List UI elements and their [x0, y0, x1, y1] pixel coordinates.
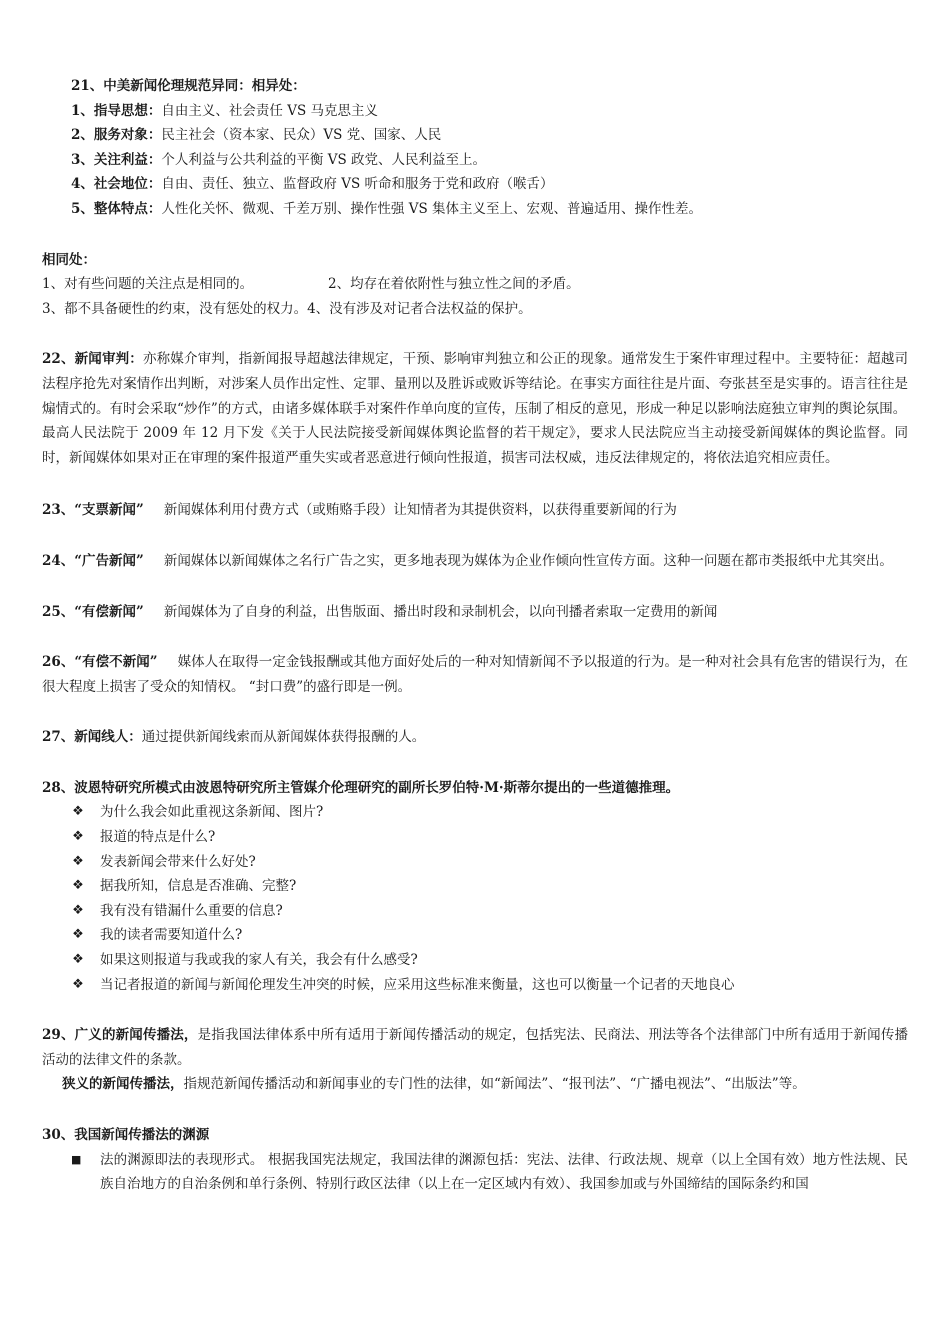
s21-item-label: 关注利益： [93, 151, 162, 168]
diamond-bullet-icon: ❖ [72, 927, 84, 943]
list-item [42, 800, 908, 825]
section-30-heading: 30、我国新闻传播法的渊源 [42, 1127, 210, 1143]
diamond-bullet-icon: ❖ [72, 829, 84, 845]
s22-label: 22、新闻审判： [42, 351, 143, 368]
s21-item-label: 社会地位： [93, 176, 162, 193]
s27-text: 通过提供新闻线索而从新闻媒体获得报酬的人。 [141, 729, 426, 746]
s21-item-2 [42, 123, 908, 148]
list-item-text: 据我所知，信息是否准确、完整? [100, 878, 297, 895]
list-item-text: 为什么我会如此重视这条新闻、图片? [100, 804, 324, 821]
section-26 [42, 650, 908, 699]
section-27 [42, 725, 908, 750]
s21-item-5 [42, 197, 908, 222]
s29-narrow [42, 1072, 908, 1097]
s21-item-text: 自由主义、社会责任 VS 马克思主义 [161, 102, 378, 119]
list-item [42, 948, 908, 973]
s21-item-label: 指导思想： [93, 102, 162, 119]
diamond-bullet-icon: ❖ [72, 952, 84, 968]
section-25 [42, 600, 908, 625]
list-item-text: 如果这则报道与我或我的家人有关，我会有什么感受? [100, 952, 418, 969]
s29-label: 29、广义的新闻传播法， [42, 1027, 198, 1044]
s26-text: 媒体人在取得一定金钱报酬或其他方面好处后的一种对知情新闻不予以报道的行为。是一种对社会具有危害的错误行为，在很大程度上损害了受众的知情权。 “封口费”的盛行即是一例。 [42, 654, 909, 695]
diamond-bullet-icon: ❖ [72, 878, 84, 894]
list-item-text: 当记者报道的新闻与新闻伦理发生冲突的时候，应采用这些标准来衡量，这也可以衡量一个记者的天地良心 [100, 976, 735, 993]
section-29 [42, 1023, 908, 1072]
list-item-text: 我有没有错漏什么重要的信息? [100, 902, 283, 919]
s21-same-row-1 [42, 272, 908, 297]
s27-label: 27、新闻线人： [42, 729, 142, 746]
s29-text: 是指我国法律体系中所有适用于新闻传播活动的规定，包括宪法、民商法、刑法等各个法律部门中所有适用于新闻传播活动的法律文件的条款。 [42, 1027, 909, 1068]
s30-text: 法的渊源即法的表现形式。 根据我国宪法规定，我国法律的渊源包括：宪法、法律、行政法规、规章（以上全国有效）地方性法规、民族自治地方的自治条例和单行条例、特别行政区法律（以上在一定区域内有效）、我国参加或与外国缔结的国际条约和国 [100, 1151, 908, 1193]
s21-same-1: 1、对有些问题的关注点是相同的。 [42, 276, 254, 293]
list-item [42, 899, 908, 924]
s25-text: 新闻媒体为了自身的利益，出售版面、播出时段和录制机会，以向刊播者索取一定费用的新闻 [163, 603, 718, 620]
s21-item-4 [42, 172, 908, 197]
list-item-text: 我的读者需要知道什么? [100, 927, 243, 944]
square-bullet-icon: ■ [71, 1152, 82, 1166]
list-item-text: 报道的特点是什么? [100, 829, 216, 846]
list-item [42, 874, 908, 899]
list-item [42, 850, 908, 875]
section-24 [42, 549, 908, 574]
s23-text: 新闻媒体利用付费方式（或贿赂手段）让知情者为其提供资料，以获得重要新闻的行为 [163, 502, 677, 519]
diamond-bullet-icon: ❖ [72, 976, 84, 992]
s21-item-label: 整体特点： [93, 200, 162, 217]
s21-item-num: 2、 [71, 127, 94, 144]
s21-same-2: 2、均存在着依附性与独立性之间的矛盾。 [328, 276, 580, 293]
s30-bullet-para [42, 1148, 908, 1197]
document-page [42, 74, 908, 1197]
s21-item-text: 个人利益与公共利益的平衡 VS 政党、人民利益至上。 [161, 151, 486, 168]
s21-item-3 [42, 148, 908, 173]
s23-label: 23、“支票新闻” [42, 502, 144, 519]
s21-item-num: 4、 [71, 176, 94, 193]
s21-item-num: 1、 [71, 102, 94, 119]
s29-label2: 狭义的新闻传播法， [62, 1076, 184, 1093]
s21-same-3: 3、都不具备硬性的约束，没有惩处的权力。4、没有涉及对记者合法权益的保护。 [42, 300, 532, 317]
s25-label: 25、“有偿新闻” [42, 603, 144, 620]
s22-text2: 最高人民法院于 2009 年 12 月下发《关于人民法院接受新闻媒体舆论监督的若干规定》，要求人民法院应当主动接受新闻媒体的舆论监督。同时，新闻媒体如果对正在审理的案件报道严重失实或者恶意进行倾向性报道，损害司法权威，违反法律规定的，将依法追究相应责任。 [42, 425, 908, 466]
section-28-heading: 28、波恩特研究所模式由波恩特研究所主管媒介伦理研究的副所长罗伯特·M·斯蒂尔提出的一些道德推理。 [42, 779, 680, 796]
diamond-bullet-icon: ❖ [72, 804, 84, 820]
diamond-bullet-icon: ❖ [72, 853, 84, 869]
s24-text: 新闻媒体以新闻媒体之名行广告之实，更多地表现为媒体为企业作倾向性宣传方面。这种一问题在都市类报纸中尤其突出。 [163, 552, 893, 569]
s21-item-num: 5、 [71, 200, 94, 217]
s21-item-label: 服务对象： [93, 127, 162, 144]
section-21-heading: 21、中美新闻伦理规范异同：相异处： [71, 78, 306, 94]
s21-item-text: 民主社会（资本家、民众）VS 党、国家、人民 [161, 127, 442, 144]
s21-item-1 [42, 99, 908, 124]
s21-item-text: 人性化关怀、微观、千差万别、操作性强 VS 集体主义至上、宏观、普遍适用、操作性差。 [161, 200, 702, 217]
s29-text2: 指规范新闻传播活动和新闻事业的专门性的法律，如“新闻法”、“报刊法”、“广播电视法”、“出版法”等。 [183, 1076, 806, 1093]
diamond-bullet-icon: ❖ [72, 902, 84, 918]
s26-label: 26、“有偿不新闻” [42, 654, 158, 671]
s21-item-text: 自由、责任、独立、监督政府 VS 听命和服务于党和政府（喉舌） [161, 176, 554, 193]
s22-text: 亦称媒介审判，指新闻报导超越法律规定，干预、影响审判独立和公正的现象。通常发生于案件审理过程中。主要特征：超越司法程序抢先对案情作出判断，对涉案人员作出定性、定罪、量刑以及胜诉或败诉等结论。在事实方面往往是片面、夸张甚至是实事的。语言往往是煽情式的。有时会采取“炒作”的方式，由诸多媒体联手对案件作单向度的宣传，压制了相反的意见，形成一种足以影响法庭独立审判的舆论氛围。 [42, 351, 909, 417]
section-23 [42, 498, 908, 523]
list-item-text: 发表新闻会带来什么好处? [100, 853, 256, 870]
list-item [42, 923, 908, 948]
s21-item-num: 3、 [71, 151, 94, 168]
section-22 [42, 347, 908, 421]
list-item [42, 973, 908, 998]
s24-label: 24、“广告新闻” [42, 552, 144, 569]
list-item [42, 825, 908, 850]
s21-same-heading: 相同处： [42, 251, 96, 268]
